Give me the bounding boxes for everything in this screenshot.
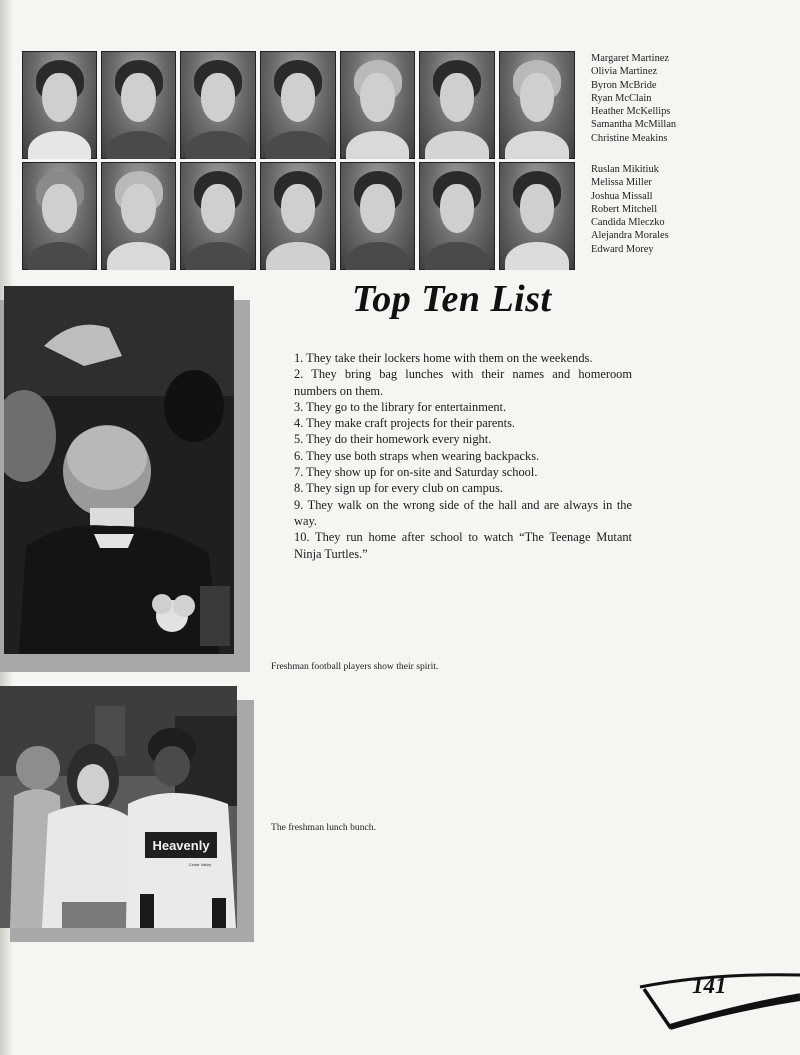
list-item: 2. They bring bag lunches with their names and homeroom numbers on them. — [294, 367, 632, 398]
student-name: Ryan McClain — [591, 92, 652, 104]
list-item: 5. They do their homework every night. — [294, 432, 492, 447]
top-ten-title: Top Ten List — [352, 278, 552, 320]
portrait-photo — [419, 162, 495, 270]
list-item: 3. They go to the library for entertainment. — [294, 399, 507, 414]
student-name: Edward Morey — [591, 243, 654, 255]
student-name: Joshua Missall — [591, 190, 653, 202]
student-name: Robert Mitchell — [591, 203, 658, 215]
student-name: Candida Mleczko — [591, 217, 665, 229]
portrait-photo — [499, 162, 575, 270]
list-item: 7. They show up for on-site and Saturday school. — [294, 465, 538, 480]
portrait-photo — [340, 51, 415, 159]
portrait-photo — [101, 162, 176, 270]
sweatshirt-subtext: Cedar Valley — [188, 862, 212, 867]
portrait-photo — [260, 51, 336, 159]
list-item: 1. They take their lockers home with them on the weekends. — [294, 351, 593, 365]
list-item: 6. They use both straps when wearing backpacks. — [294, 448, 540, 463]
lunch-photo-caption: The freshman lunch bunch. — [271, 822, 376, 833]
lunch-photo-illustration — [0, 686, 237, 928]
portrait-photo — [180, 51, 256, 159]
student-name: Samantha McMillan — [591, 119, 677, 131]
list-item: 9. They walk on the wrong side of the hall and are always in the way. — [294, 497, 632, 528]
list-item: 10. They run home after school to watch “The Teenage Mutant Ninja Turtles.” — [294, 530, 632, 561]
portrait-photo — [340, 162, 415, 270]
football-photo-caption: Freshman football players show their spirit. — [271, 661, 439, 672]
student-name: Olivia Martinez — [591, 66, 658, 78]
football-photo-illustration — [4, 286, 234, 654]
student-name: Christine Meakins — [591, 132, 668, 144]
student-name: Melissa Miller — [591, 177, 652, 189]
sweatshirt-text: Heavenly — [152, 838, 210, 853]
portrait-photo — [180, 162, 256, 270]
student-name: Margaret Martinez — [591, 53, 669, 64]
football-photo — [4, 286, 234, 654]
list-item: 4. They make craft projects for their parents. — [294, 416, 515, 431]
portrait-photo — [419, 51, 495, 159]
page-number: 141 — [692, 973, 727, 998]
student-name: Alejandra Morales — [591, 230, 669, 242]
student-name: Ruslan Mikitiuk — [591, 164, 659, 175]
portrait-photo — [499, 51, 575, 159]
portrait-photo — [22, 162, 97, 270]
student-name: Heather McKellips — [591, 106, 671, 118]
portrait-photo — [22, 51, 97, 159]
portrait-names-row-2 — [591, 163, 791, 256]
list-item: 8. They sign up for every club on campus. — [294, 481, 503, 496]
portrait-photo — [101, 51, 176, 159]
portrait-photo — [260, 162, 336, 270]
portrait-names-row-1 — [591, 52, 791, 145]
student-name: Byron McBride — [591, 79, 657, 91]
lunch-photo — [0, 686, 237, 928]
top-ten-list — [294, 350, 632, 562]
